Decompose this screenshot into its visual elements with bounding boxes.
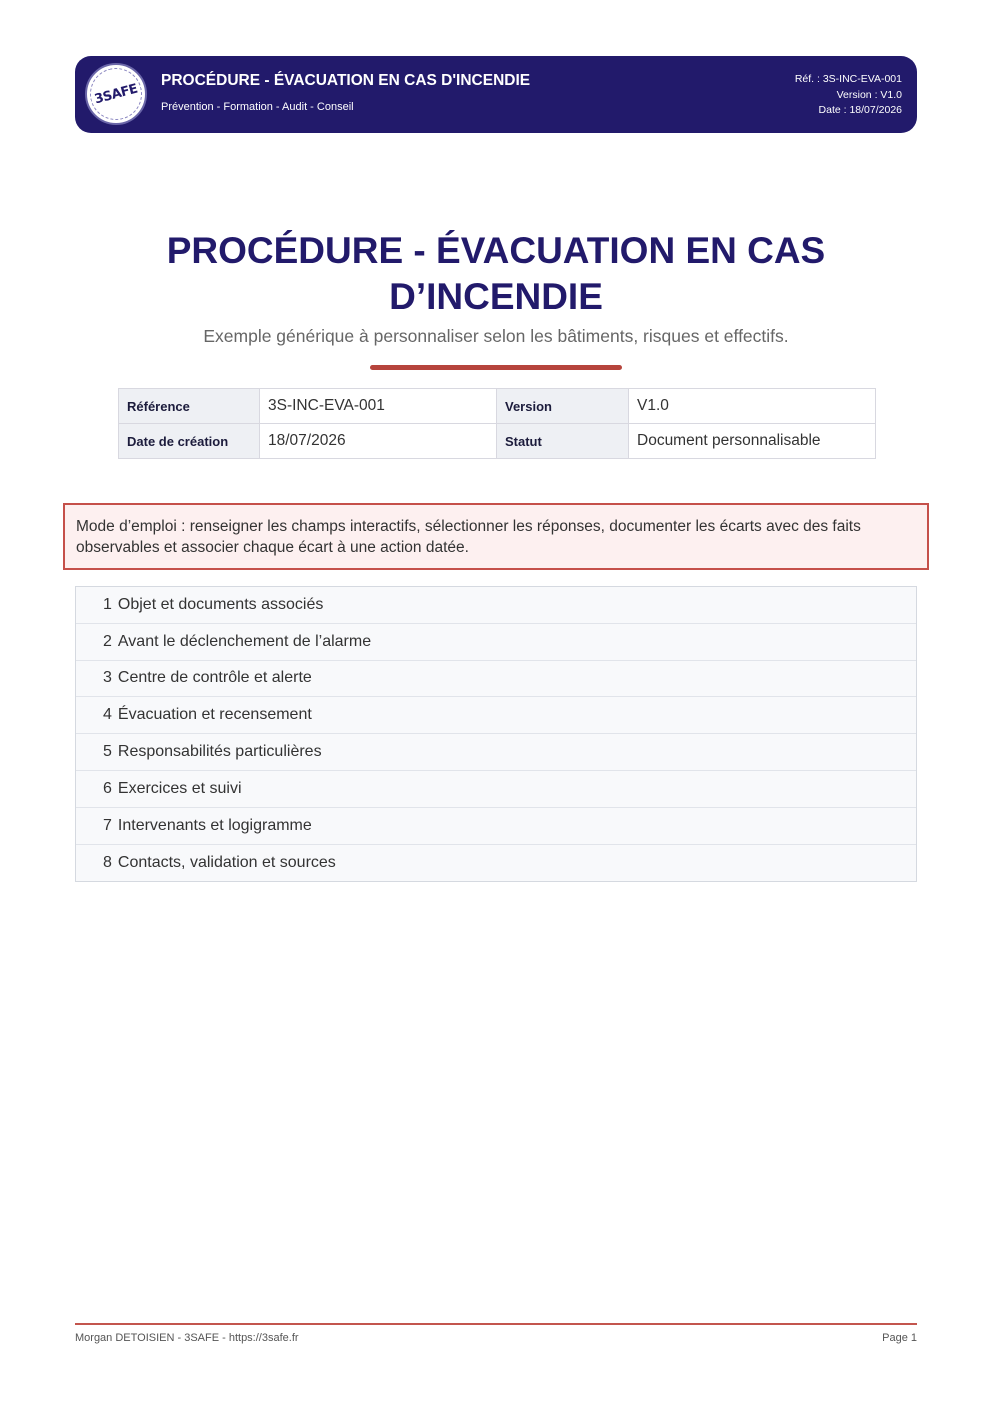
status-label: Statut [497, 424, 629, 459]
header-meta [795, 72, 902, 119]
toc-number: 5 [103, 743, 112, 761]
document-title [96, 228, 896, 320]
toc-label: Contacts, validation et sources [117, 853, 336, 871]
reference-label: Référence [119, 389, 260, 424]
toc-item-6[interactable] [76, 771, 916, 808]
header-subtitle: Prévention - Formation - Audit - Conseil [161, 101, 354, 113]
page-header [75, 56, 917, 133]
toc-label: Évacuation et recensement [117, 706, 312, 724]
toc-number: 8 [103, 853, 112, 871]
header-date: Date : 18/07/2026 [818, 104, 902, 116]
toc-number: 1 [103, 595, 112, 613]
table-of-contents [75, 586, 917, 882]
toc-item-2[interactable] [76, 624, 916, 661]
toc-label: Avant le déclenchement de l’alarme [117, 632, 372, 650]
toc-item-7[interactable] [76, 808, 916, 845]
logo-text: 3SAFE [84, 62, 148, 126]
toc-item-5[interactable] [76, 734, 916, 771]
version-label: Version [497, 389, 629, 424]
page-number: Page 1 [882, 1332, 917, 1344]
version-field[interactable]: V1.0 [629, 389, 876, 424]
footer-divider [75, 1323, 917, 1325]
creation-date-label: Date de création [119, 424, 260, 459]
title-divider [370, 365, 622, 370]
footer-author: Morgan DETOISIEN - 3SAFE - https://3safe.fr [75, 1332, 299, 1344]
header-ref: Réf. : 3S-INC-EVA-001 [794, 73, 902, 85]
toc-label: Intervenants et logigramme [117, 816, 312, 834]
document-title-line2: D’INCENDIE [389, 276, 603, 317]
toc-label: Centre de contrôle et alerte [117, 669, 312, 687]
toc-number: 7 [103, 816, 112, 834]
creation-date-field[interactable]: 18/07/2026 [260, 424, 497, 459]
header-version: Version : V1.0 [836, 88, 902, 101]
toc-number: 2 [103, 632, 112, 650]
toc-number: 3 [103, 669, 112, 687]
status-field[interactable]: Document personnalisable [629, 424, 876, 459]
header-title: PROCÉDURE - ÉVACUATION EN CAS D'INCENDIE [161, 72, 531, 89]
usage-notice: Mode d’emploi : renseigner les champs interactifs, sélectionner les réponses, documenter les écarts avec des faits observables et associer chaque écart à une action datée. [63, 503, 929, 570]
document-meta-table [118, 388, 876, 459]
toc-item-4[interactable] [76, 697, 916, 734]
toc-number: 4 [103, 706, 112, 724]
toc-item-3[interactable] [76, 661, 916, 698]
document-subtitle: Exemple générique à personnaliser selon les bâtiments, risques et effectifs. [203, 326, 789, 346]
toc-label: Objet et documents associés [117, 595, 324, 613]
company-logo [85, 63, 147, 125]
document-title-line1: PROCÉDURE - ÉVACUATION EN CAS [166, 230, 826, 271]
toc-label: Responsabilités particulières [117, 743, 322, 761]
toc-label: Exercices et suivi [117, 779, 242, 797]
toc-item-1[interactable] [76, 587, 916, 624]
table-row [119, 424, 876, 459]
toc-number: 6 [103, 779, 112, 797]
reference-field[interactable]: 3S-INC-EVA-001 [260, 389, 497, 424]
toc-item-8[interactable] [76, 845, 916, 882]
table-row [119, 389, 876, 424]
